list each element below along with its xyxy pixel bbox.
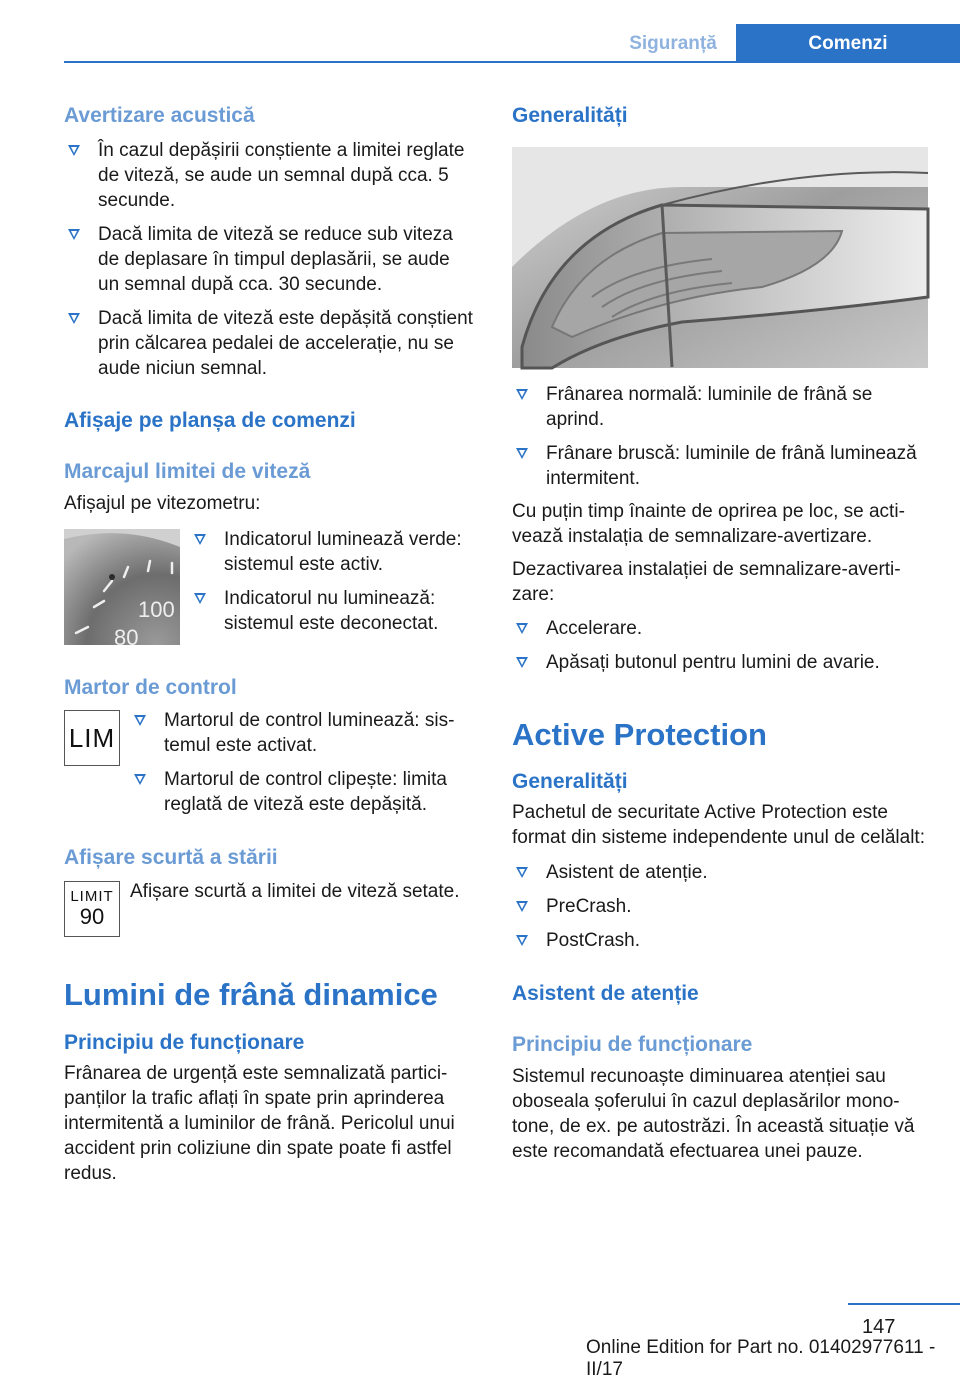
speedo-label-80: 80 [114, 625, 139, 650]
avertizare-list [64, 138, 476, 381]
list-item: Indicatorul nu luminează: sistemul este deconectat. [190, 586, 476, 636]
section-active-protection-title: Active Protection [512, 717, 767, 752]
bullet-triangle-icon [68, 229, 80, 240]
bullet-triangle-icon [516, 623, 528, 634]
section-generalitati2-title: Generalități [512, 770, 628, 793]
tab-siguranta[interactable]: Siguranță [629, 33, 717, 54]
page-number: 147 [862, 1316, 896, 1338]
bullet-triangle-icon [68, 313, 80, 324]
paragraph-activare: Cu puțin timp înainte de oprirea pe loc, se activează instalația de semnalizare-avertizare. [512, 501, 905, 547]
principiu-text: Frânarea de urgență este semnalizată participanților la trafic aflați în spate prin aprinderea intermitentă a luminilor de frână. Pericolul unui accident prin coliziune din spate poate fi astfel redus. [64, 1063, 455, 1184]
scurta-figure-row [64, 881, 476, 937]
list-item: PreCrash. [512, 894, 928, 919]
bullet-triangle-icon [516, 448, 528, 459]
speedo-label-100: 100 [138, 597, 175, 622]
list-item: Dacă limita de viteză se reduce sub viteza de deplasare în timpul deplasării, se aude un semnal după cca. 30 secunde. [64, 222, 476, 297]
bullet-triangle-icon [516, 389, 528, 400]
bullet-triangle-icon [134, 774, 146, 785]
section-martor-title: Martor de control [64, 676, 237, 699]
section-lumini-title: Lumini de frână dinamice [64, 977, 438, 1012]
list-item: Apăsați butonul pentru lumini de avarie. [512, 650, 928, 675]
scurta-text: Afișare scurtă a limitei de viteză setate. [130, 881, 460, 902]
tail-light-image [512, 147, 928, 368]
bullet-triangle-icon [516, 935, 528, 946]
list-item: Indicatorul luminează verde: sistemul este activ. [190, 527, 476, 577]
section-principiu-title: Principiu de funcționare [64, 1031, 305, 1054]
list-item: Frânare bruscă: luminile de frână luminează intermitent. [512, 441, 928, 491]
section-generalitati-title: Generalități [512, 104, 628, 127]
active-protection-list [512, 860, 928, 953]
list-item: Frânarea normală: luminile de frână se aprind. [512, 382, 928, 432]
principiu2-text: Sistemul recunoaște diminuarea atenției sau oboseala șoferului în cazul deplasărilor monotone, de ex. pe autostrăzi. În această situație vă este recomandată efectuarea unei pauze. [512, 1066, 915, 1162]
section-afisaje-title: Afișaje pe planșa de comenzi [64, 409, 356, 432]
paragraph-dezactivare: Dezactivarea instalației de semnalizare-avertizare: [512, 559, 901, 605]
section-principiu2-title: Principiu de funcționare [512, 1033, 753, 1056]
limit-icon-number: 90 [79, 904, 105, 929]
list-item: Martorul de control clipește: limita reglată de viteză este depășită. [130, 767, 476, 817]
bullet-triangle-icon [516, 867, 528, 878]
bullet-triangle-icon [68, 145, 80, 156]
bullet-triangle-icon [134, 715, 146, 726]
section-marcaj-title: Marcajul limitei de viteză [64, 460, 311, 483]
footer-edition: Online Edition for Part no. 01402977611 - II/17 [586, 1337, 936, 1380]
section-avertizare-title: Avertizare acustică [64, 104, 255, 127]
speedometer-image [64, 529, 180, 650]
section-scurta-title: Afișare scurtă a stării [64, 846, 278, 869]
lim-indicator-icon: LIM [64, 710, 120, 766]
left-column [64, 100, 476, 1186]
bullet-triangle-icon [194, 534, 206, 545]
list-item: În cazul depășirii conștiente a limitei reglate de viteză, se aude un semnal după cca. 5 secunde. [64, 138, 476, 213]
list-item: Accelerare. [512, 616, 928, 641]
limit-icon-label: LIMIT [70, 888, 114, 905]
bullet-triangle-icon [194, 593, 206, 604]
martor-list [130, 708, 476, 817]
bullet-triangle-icon [516, 657, 528, 668]
bullet-triangle-icon [516, 901, 528, 912]
right-column [512, 100, 928, 1164]
marcaj-figure-row [64, 529, 476, 650]
generalitati-list [512, 382, 928, 491]
limit-90-icon [64, 881, 120, 937]
dezactivare-list [512, 616, 928, 675]
tab-comenzi[interactable]: Comenzi [736, 24, 960, 63]
marcaj-list [190, 527, 476, 645]
list-item: Dacă limita de viteză este depășită conștient prin călcarea pedalei de accelerație, nu se aude niciun semnal. [64, 306, 476, 381]
marcaj-intro: Afișajul pe vitezometru: [64, 493, 261, 514]
list-item: Martorul de control luminează: sistemul este activat. [130, 708, 476, 758]
general2-text: Pachetul de securitate Active Protection este format din sisteme independente unul de celălalt: [512, 802, 925, 848]
martor-figure-row [64, 710, 476, 817]
footer-rule [848, 1303, 960, 1305]
section-asistent-title: Asistent de atenție [512, 982, 699, 1005]
list-item: PostCrash. [512, 928, 928, 953]
list-item: Asistent de atenție. [512, 860, 928, 885]
